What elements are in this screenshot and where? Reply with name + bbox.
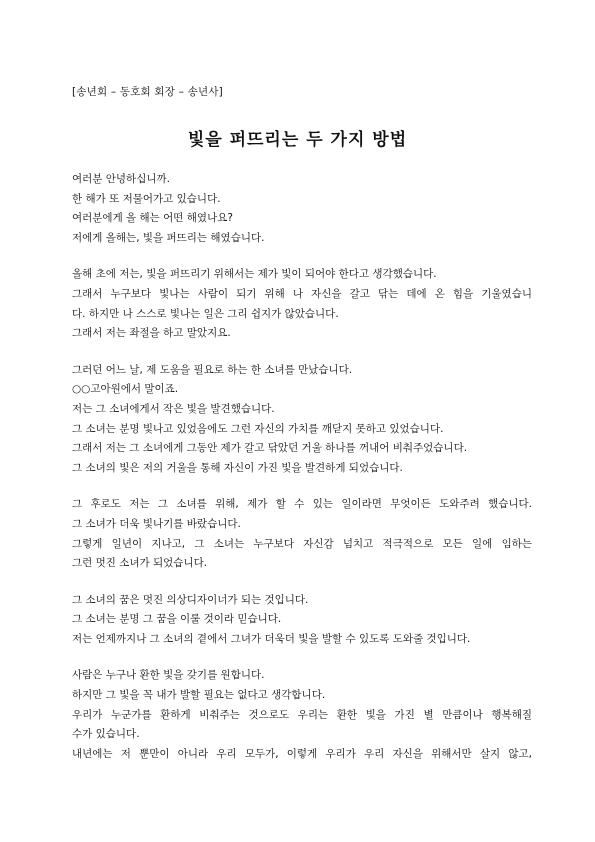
text-line: 여러분에게 올 해는 어떤 해였나요? — [72, 212, 233, 225]
text-line: 저는 언제까지나 그 소녀의 곁에서 그녀가 더욱더 빛을 발할 수 있도록 도와줄 것입니다. — [72, 632, 471, 645]
text-line: 그 소녀가 더욱 빛나기를 바랐습니다. — [72, 517, 241, 530]
text-line: 그 소녀의 빛은 저의 거울을 통해 자신이 가진 빛을 발견하게 되었습니다. — [72, 461, 403, 474]
text-line: 올해 초에 저는, 빛을 퍼뜨리기 위해서는 제가 빛이 되어야 한다고 생각했습니다. — [72, 268, 437, 281]
text-line: 수가 있습니다. — [72, 728, 140, 741]
text-line: ○○고아원에서 말이죠. — [72, 383, 179, 396]
header-note: [송년회 – 동호회 회장 – 송년사] — [72, 86, 223, 98]
text-line: 그렇게 일년이 지나고, 그 소녀는 누구보다 자신감 넘치고 적극적으로 모든 일에 임하는 — [72, 537, 532, 550]
text-line: 여러분 안녕하십니까. — [72, 173, 170, 185]
text-line: 그래서 저는 그 소녀에게 그동안 제가 갈고 닦았던 거울 하나를 꺼내어 비춰주었습니다. — [72, 442, 468, 455]
speech-body — [72, 170, 532, 781]
paragraph — [72, 666, 532, 764]
paragraph — [72, 591, 532, 650]
text-line: 그래서 저는 좌절을 하고 말았지요. — [72, 327, 231, 340]
text-line: 하지만 그 빛을 꼭 내가 발할 필요는 없다고 생각합니다. — [72, 689, 326, 702]
text-line: 그 후로도 저는 그 소녀를 위해, 제가 할 수 있는 일이라면 무엇이든 도와주려 했습니다. — [72, 498, 532, 511]
text-line: 그 소녀는 분명 빛나고 있었음에도 그런 자신의 가치를 깨닫지 못하고 있었습니다. — [72, 422, 444, 435]
paragraph — [72, 265, 532, 343]
text-line: 그런 멋진 소녀가 되었습니다. — [72, 557, 208, 570]
text-line: 그 소녀는 분명 그 꿈을 이룰 것이라 믿습니다. — [72, 613, 282, 626]
text-line: 저는 그 소녀에게서 작은 빛을 발견했습니다. — [72, 402, 275, 415]
text-line: 저에게 올해는, 빛을 퍼뜨리는 해였습니다. — [72, 231, 265, 244]
text-line: 사람은 누구나 환한 빛을 갖기를 원합니다. — [72, 669, 265, 682]
paragraph — [72, 495, 532, 573]
paragraph — [72, 170, 532, 248]
text-line: 그 소녀의 꿈은 멋진 의상디자이너가 되는 것입니다. — [72, 593, 309, 606]
text-line: 그래서 누구보다 빛나는 사람이 되기 위해 나 자신을 갈고 닦는 데에 온 힘을 기울였습니 — [72, 287, 532, 300]
text-line: 다. 하지만 나 스스로 빛나는 일은 그리 쉽지가 않았습니다. — [72, 307, 339, 320]
text-line: 그러던 어느 날, 제 도움을 필요로 하는 한 소녀를 만났습니다. — [72, 363, 353, 376]
document-title: 빛을 퍼뜨리는 두 가지 방법 — [187, 130, 408, 150]
paragraph — [72, 361, 532, 479]
text-line: 내년에는 저 뿐만이 아니라 우리 모두가, 이렇게 우리가 우리 자신을 위해서만 살지 않고, — [72, 747, 532, 760]
text-line: 우리가 누군가를 환하게 비춰주는 것으로도 우리는 환한 빛을 가진 별 만큼이나 행복해질 — [72, 708, 532, 721]
text-line: 한 해가 또 저물어가고 있습니다. — [72, 192, 221, 205]
